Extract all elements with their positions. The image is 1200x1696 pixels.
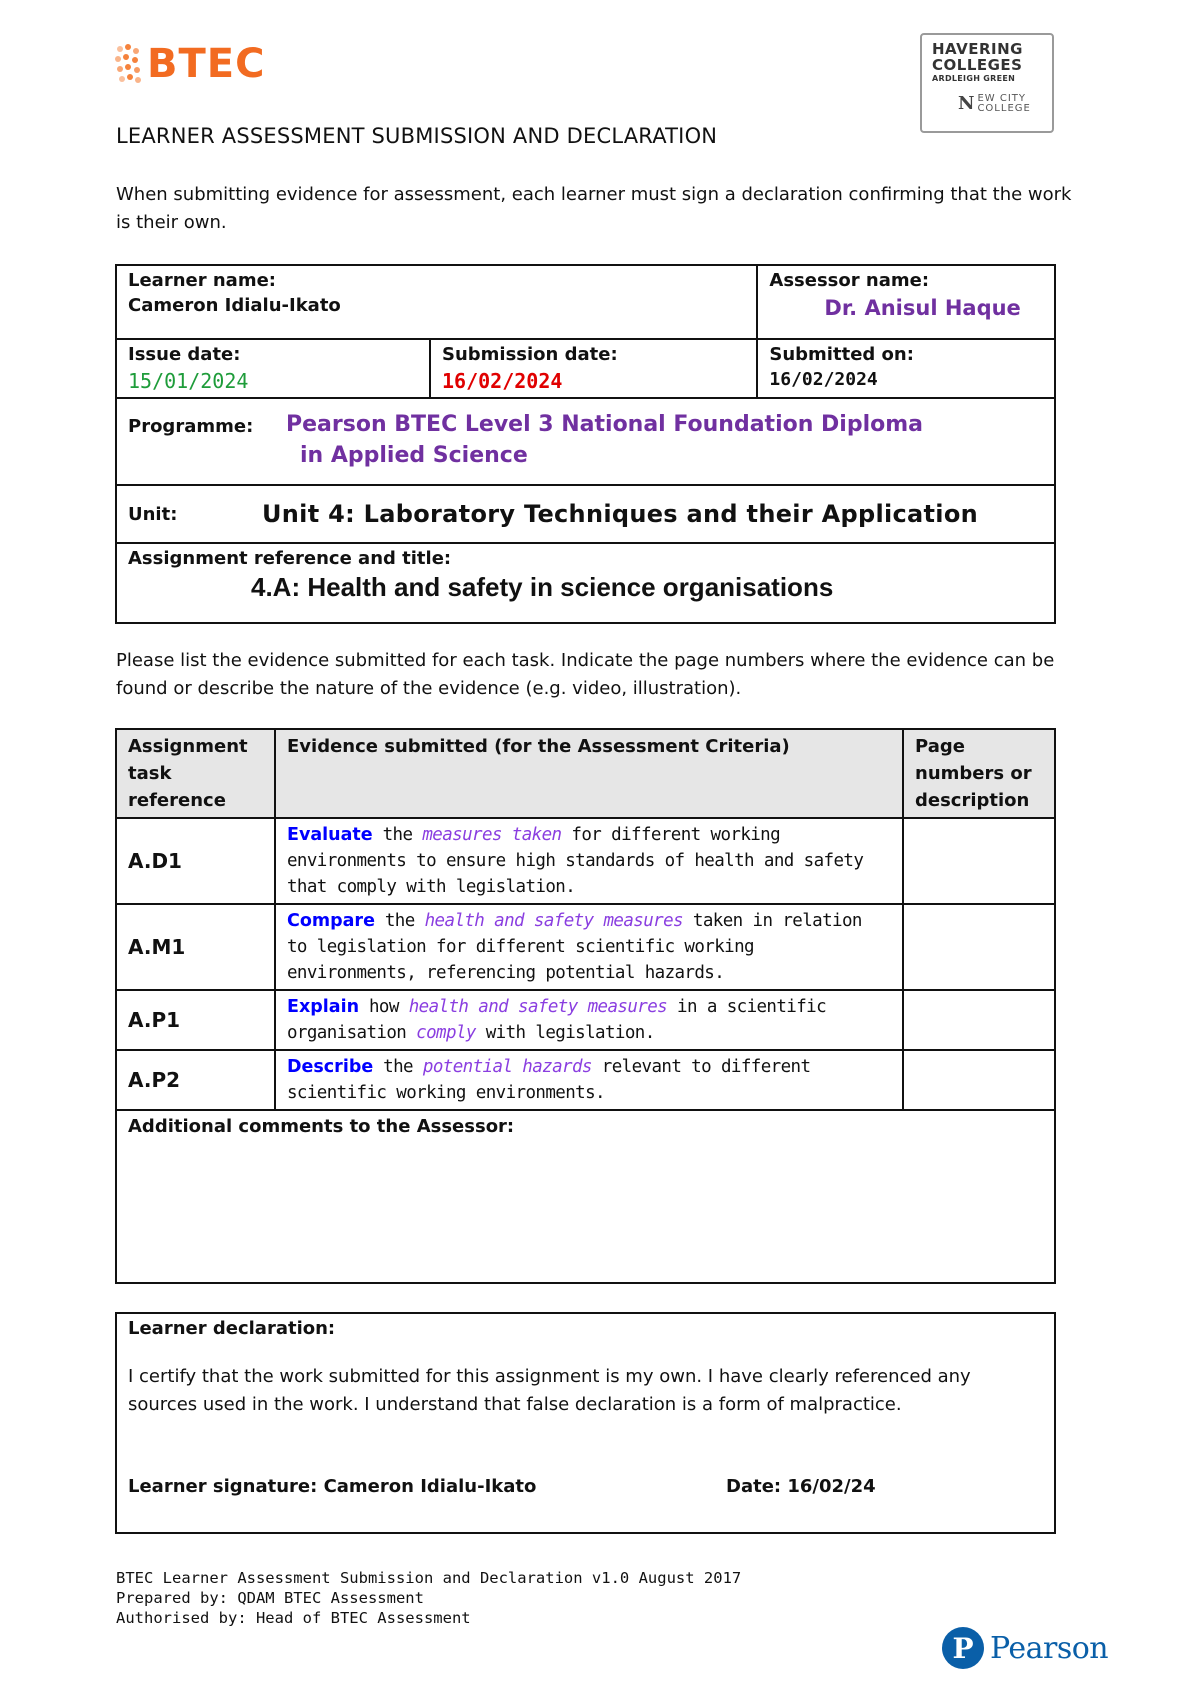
command-verb: Compare [287,911,375,931]
issue-date-cell [116,339,430,398]
issue-date-label: Issue date: [128,344,241,365]
criteria-highlight: health and safety measures [408,997,668,1017]
command-verb: Explain [287,997,360,1017]
table-row [116,990,1055,1050]
criteria-part: the [374,911,425,931]
assessor-name-value: Dr. Anisul Haque [824,296,1021,320]
havering-line3: ARDLEIGH GREEN [932,74,1016,83]
declaration-date: Date: 16/02/24 [726,1476,876,1497]
ncc-n-icon: N [958,93,975,114]
criteria-part: for different working environments to ensure high standards of health and safety that comply with legislation. [287,825,864,897]
declaration-title: Learner declaration: [128,1318,336,1339]
footer-line1: BTEC Learner Assessment Submission and Declaration v1.0 August 2017 [116,1569,742,1587]
criteria-part: with legislation. [475,1023,655,1043]
criteria-highlight: potential hazards [422,1057,592,1077]
issue-date-value: 15/01/2024 [128,369,249,393]
table-row [116,818,1055,904]
pearson-p-icon: P [942,1627,984,1669]
table-row [116,1050,1055,1110]
comments-label: Additional comments to the Assessor: [128,1116,515,1137]
havering-colleges-logo [920,33,1054,133]
assessor-name-cell [757,265,1055,339]
page-cell[interactable] [903,990,1055,1050]
unit-value: Unit 4: Laboratory Techniques and their Application [262,500,978,528]
table-row [116,904,1055,990]
task-ref: A.M1 [116,904,275,990]
criteria-highlight: comply [416,1023,476,1043]
page-title: LEARNER ASSESSMENT SUBMISSION AND DECLARATION [116,124,718,148]
criteria-part: in a scientific organisation [287,997,827,1043]
footer-line2: Prepared by: QDAM BTEC Assessment [116,1589,424,1607]
criteria-text [275,904,903,990]
programme-value [286,409,923,471]
page-cell[interactable] [903,1050,1055,1110]
intro-text: When submitting evidence for assessment, each learner must sign a declaration confirming that the work is their own. [116,184,1072,233]
col-header-page: Page numbers or description [903,729,1055,818]
learner-signature: Learner signature: Cameron Idialu-Ikato [128,1476,537,1497]
page-cell[interactable] [903,904,1055,990]
assignment-label: Assignment reference and title: [128,548,452,569]
task-ref: A.P1 [116,990,275,1050]
instructions-text: Please list the evidence submitted for each task. Indicate the page numbers where the evidence can be found or describe the nature of the evidence (e.g. video, illustration). [116,650,1055,699]
col-header-evidence: Evidence submitted (for the Assessment Criteria) [275,729,903,818]
criteria-part: the [372,825,423,845]
learner-declaration-box [115,1312,1056,1534]
submission-date-value: 16/02/2024 [442,369,563,393]
programme-label: Programme: [128,416,254,437]
command-verb: Describe [287,1057,374,1077]
havering-line1: HAVERING [932,40,1023,58]
criteria-highlight: health and safety measures [424,911,683,931]
col-header-task-ref: Assignment task reference [116,729,275,818]
criteria-text [275,1050,903,1110]
comments-row [116,1110,1055,1283]
criteria-highlight: measures taken [422,825,562,845]
ncc-line1: EW CITY [977,92,1026,104]
assignment-value: 4.A: Health and safety in science organisations [251,572,834,602]
criteria-text [275,818,903,904]
submitted-on-value: 16/02/2024 [769,369,878,390]
learner-name-label: Learner name: [128,270,276,291]
command-verb: Evaluate [287,825,373,845]
btec-dots-icon [113,42,143,86]
assignment-cell [116,543,1055,623]
havering-line2: COLLEGES [932,56,1023,74]
submitted-on-label: Submitted on: [769,344,914,365]
programme-cell [116,398,1055,485]
submission-date-cell [430,339,757,398]
pearson-wordmark: Pearson [990,1630,1109,1666]
btec-wordmark: BTEC [147,41,266,87]
unit-label: Unit: [128,503,178,525]
programme-line1: Pearson BTEC Level 3 National Foundation Diploma [286,412,924,437]
learner-name-value: Cameron Idialu-Ikato [128,295,341,316]
criteria-part: relevant to different scientific working environments. [287,1057,811,1103]
criteria-part: the [373,1057,423,1077]
submission-date-label: Submission date: [442,344,618,365]
ncc-line2: COLLEGE [977,102,1031,114]
submitted-on-cell [757,339,1055,398]
declaration-text: I certify that the work submitted for this assignment is my own. I have clearly referenced any sources used in the work. I understand that false declaration is a form of malpractice. [128,1366,971,1415]
footer-line3: Authorised by: Head of BTEC Assessment [116,1609,471,1627]
task-ref: A.P2 [116,1050,275,1110]
task-ref: A.D1 [116,818,275,904]
learner-name-cell [116,265,757,339]
programme-line2: in Applied Science [300,443,528,468]
criteria-text [275,990,903,1050]
learner-details-table [115,264,1056,624]
page-cell[interactable] [903,818,1055,904]
footer [116,1568,741,1628]
new-city-college-logo [932,93,1042,114]
assessor-name-label: Assessor name: [769,270,930,291]
criteria-part: taken in relation to legislation for different scientific working environments, referencing potential hazards. [287,911,862,983]
criteria-part: how [359,997,409,1017]
pearson-logo [942,1627,1108,1669]
evidence-table [115,728,1056,1284]
btec-logo [113,40,265,88]
comments-cell[interactable] [116,1110,1055,1283]
unit-cell [116,485,1055,543]
